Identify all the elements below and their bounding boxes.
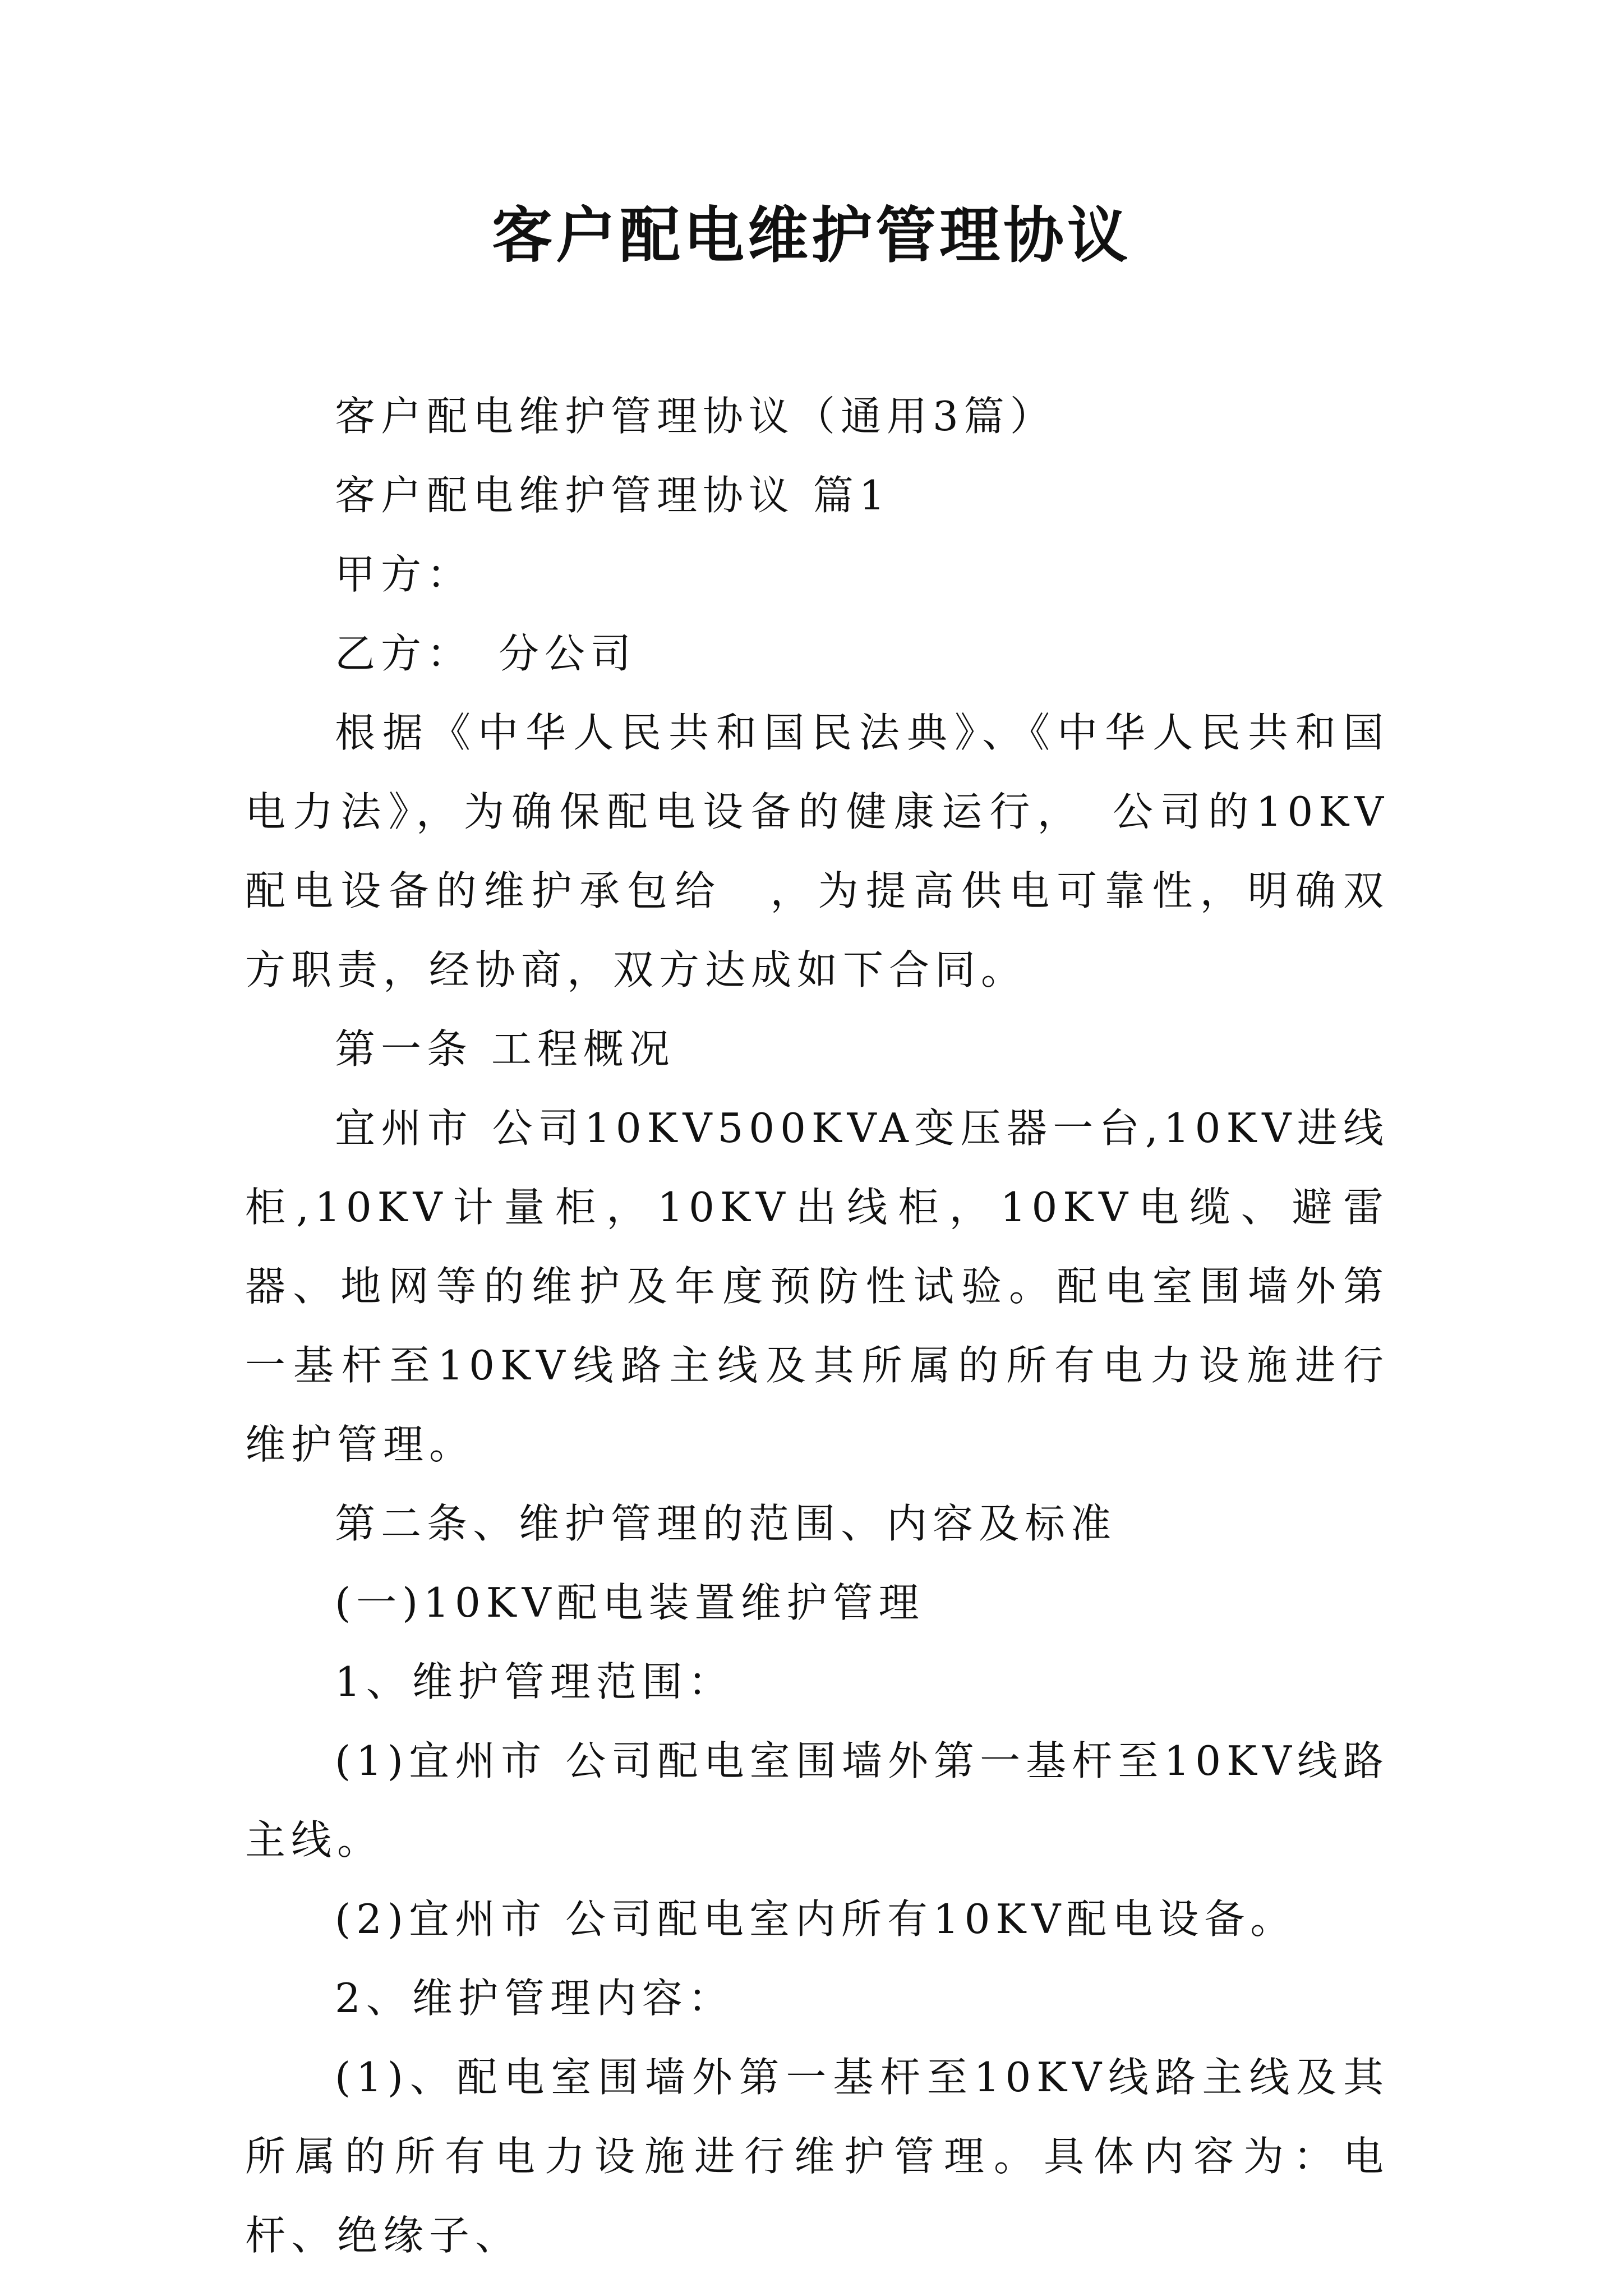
- paragraph-article-1-heading: 第一条 工程概况: [335, 1025, 675, 1073]
- paragraph-content-item-1: (1)、配电室围墙外第一基杆至10KV线路主线及其所属的所有电力设施进行维护管理。具体内容为：电杆、绝缘子、: [245, 2054, 1389, 2259]
- document-body: [245, 377, 1389, 2275]
- paragraph-scope-heading: 1、维护管理范围：: [335, 1658, 734, 1705]
- paragraph-article-1-body: 宜州市 公司10KV500KVA变压器一台,10KV进线柜,10KV计量柜，10KV出线柜，10KV电缆、避雷器、地网等的维护及年度预防性试验。配电室围墙外第一基杆至10KV线路主线及其所属的所有电力设施进行维护管理。: [245, 1105, 1389, 1468]
- paragraph-scope-item-1: (1)宜州市 公司配电室围墙外第一基杆至10KV线路主线。: [245, 1737, 1389, 1864]
- paragraph-subtitle: 客户配电维护管理协议（通用3篇）: [335, 393, 1056, 440]
- paragraph-subsection-1: (一)10KV配电装置维护管理: [335, 1579, 925, 1626]
- paragraph-party-b: 乙方： 分公司: [335, 630, 637, 677]
- document-title: 客户配电维护管理协议: [491, 200, 1131, 271]
- paragraph-scope-item-2: (2)宜州市 公司配电室内所有10KV配电设备。: [335, 1895, 1297, 1943]
- paragraph-content-heading: 2、维护管理内容：: [335, 1975, 734, 2022]
- paragraph-party-a: 甲方：: [335, 551, 473, 598]
- paragraph-preamble: 根据《中华人民共和国民法典》、《中华人民共和国电力法》，为确保配电设备的健康运行， 公司的10KV配电设备的维护承包给 ，为提高供电可靠性，明确双方职责，经协商，双方达成如下合同。: [245, 709, 1389, 993]
- paragraph-section-heading: 客户配电维护管理协议 篇1: [335, 472, 891, 519]
- paragraph-article-2-heading: 第二条、维护管理的范围、内容及标准: [335, 1500, 1117, 1547]
